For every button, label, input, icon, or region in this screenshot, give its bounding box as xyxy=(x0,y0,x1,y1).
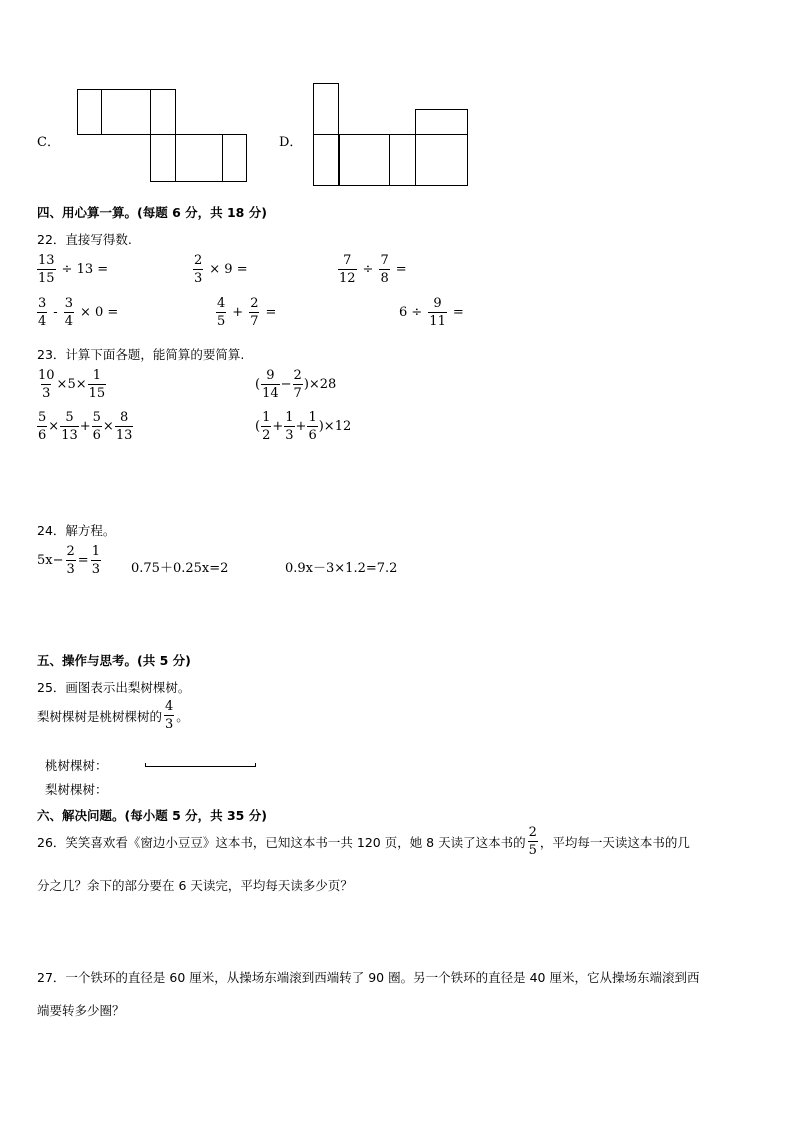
q25-statement: 梨树棵树是桃树棵树的 $\frac{4}{3}$ 。 xyxy=(37,699,189,732)
q23-title: 23．计算下面各题，能简算的要简算. xyxy=(37,347,245,362)
q27-line-2: 端要转多少圈？ xyxy=(37,1003,125,1018)
q23-expr-3: $\frac{5}{6}$ × $\frac{5}{13}$ + $\frac{5}{6}$ × $\frac{8}{13}$ xyxy=(38,410,133,443)
q22-item-5: $\frac{4}{5}$ + $\frac{2}{7}$ = xyxy=(217,296,277,329)
q22-item-3: $\frac{7}{12}$ ÷ $\frac{7}{8}$ = xyxy=(339,253,407,286)
pear-label: 梨树棵树： xyxy=(45,782,108,797)
q26-line-2: 分之几？余下的部分要在 6 天读完，平均每天读多少页？ xyxy=(37,878,353,893)
peach-segment xyxy=(145,763,256,767)
q24-title: 24．解方程。 xyxy=(37,523,116,538)
q26-line-1: 26．笑笑喜欢看《窗边小豆豆》这本书，已知这本书一共 120 页，她 8 天读了这本书的 $\frac{2}{5}$ ，平均每一天读这本书的几 xyxy=(37,825,690,858)
q23-expr-1: $\frac{10}{3}$ ×5× $\frac{1}{15}$ xyxy=(38,368,106,401)
q22-item-6: 6 ÷ $\frac{9}{11}$ = xyxy=(399,296,464,329)
q22-item-2: $\frac{2}{3}$ × 9 = xyxy=(194,253,248,286)
q22-title: 22．直接写得数. xyxy=(37,232,132,247)
option-c-label: C． xyxy=(37,135,60,150)
section5-heading: 五、操作与思考。(共 5 分) xyxy=(37,653,191,668)
q24-eq-1: 5x− $\frac{2}{3}$ = $\frac{1}{3}$ xyxy=(37,544,100,577)
option-d-label: D． xyxy=(279,135,303,150)
section6-heading: 六、解决问题。(每小题 5 分，共 35 分) xyxy=(37,808,267,823)
q25-title: 25．画图表示出梨树棵树。 xyxy=(37,680,191,695)
peach-label: 桃树棵树： xyxy=(45,758,108,773)
q24-eq-2: 0.75＋0.25x=2 xyxy=(131,561,229,576)
q22-item-1: $\frac{13}{15}$ ÷ 13 = xyxy=(38,253,109,286)
section4-heading: 四、用心算一算。(每题 6 分，共 18 分) xyxy=(37,205,267,220)
q23-expr-2: ( $\frac{9}{14}$ − $\frac{2}{7}$ )×28 xyxy=(255,368,337,401)
q27-line-1: 27．一个铁环的直径是 60 厘米，从操场东端滚到西端转了 90 圈。另一个铁环的直径是 40 厘米，它从操场东端滚到西 xyxy=(37,970,700,985)
q22-item-4: $\frac{3}{4}$ - $\frac{3}{4}$ × 0 = xyxy=(38,296,119,329)
q23-expr-4: ( $\frac{1}{2}$ + $\frac{1}{3}$ + $\frac{1}{6}$ )×12 xyxy=(255,410,352,443)
q24-eq-3: 0.9x－3×1.2=7.2 xyxy=(285,561,398,576)
